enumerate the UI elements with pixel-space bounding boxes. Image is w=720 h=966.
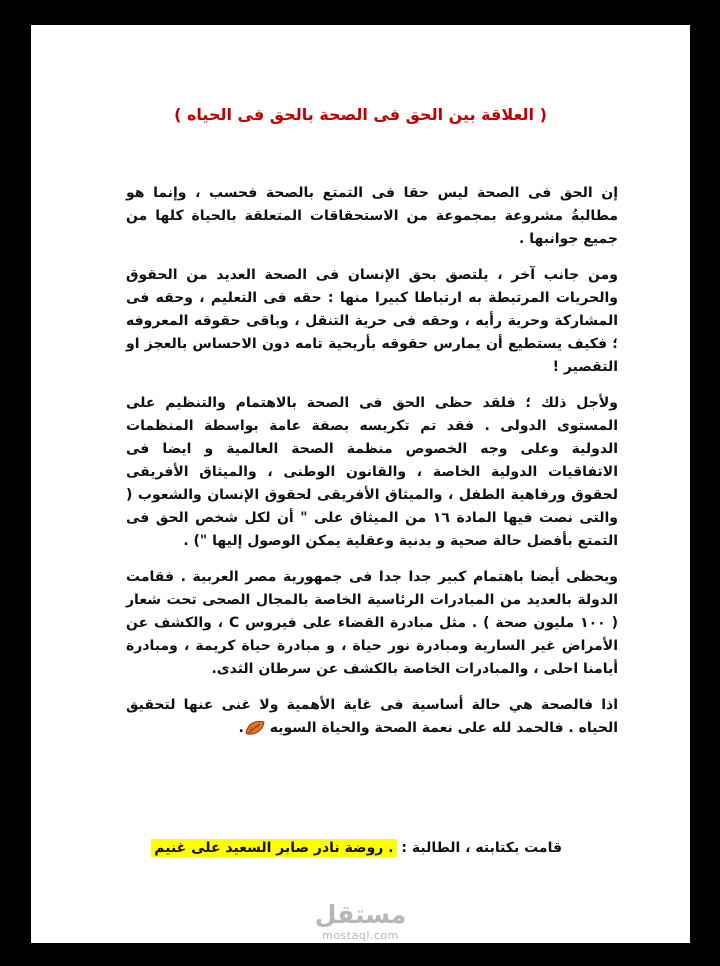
- autumn-leaf-icon: [244, 719, 266, 737]
- paragraph-4: ويحظى أيضا باهتمام كبير جدا جدا فى جمهورية مصر العربية . فقامت الدولة بالعديد من المبادرات الرئاسية الخاصة بالمجال الصحى تحت شعار ( ١٠٠ مليون صحة ) . مثل مبادرة القضاء على فيروس C ، والكشف عن الأمراض غير السارية ومبادرة نور حياة ، و مبادرة حياة كريمة ، ومبادرة أيامنا احلى ، والمبادرات الخاصة بالكشف عن سرطان الثدى.: [126, 569, 618, 677]
- signature-prefix: قامت بكتابته ، الطالبة :: [396, 840, 562, 856]
- watermark-arabic: مستقل: [314, 900, 407, 929]
- paragraph-1: إن الحق فى الصحة ليس حقا فى التمتع بالصحة فحسب ، وإنما هو مطالبةُ مشروعة بمجموعة من الاستحقاقات المتعلقة بالحياة كلها من جميع جوانبها .: [126, 185, 618, 247]
- document-title: ( العلاقة بين الحق فى الصحة بالحق فى الحياه ): [174, 105, 547, 124]
- watermark-latin: mostaql.com: [322, 929, 399, 942]
- paragraph-5: اذا فالصحة هي حالة أساسية فى غاية الأهمية ولا غنى عنها لتحقيق الحياه . فالحمد لله على نعمة الصحة والحياة السويه.: [126, 697, 618, 736]
- signature-line: [151, 840, 562, 856]
- student-name: . روضة نادر صابر السعيد على غنيم: [151, 839, 396, 857]
- paragraph-5-text: اذا فالصحة هي حالة أساسية فى غاية الأهمية ولا غنى عنها لتحقيق الحياه . فالحمد لله على نعمة الصحة والحياة السويه: [126, 697, 618, 736]
- document-page: [31, 25, 690, 943]
- paragraph-3: ولأجل ذلك ؛ فلقد حظى الحق فى الصحة بالاهتمام والتنظيم على المستوى الدولى . فقد تم تكريسه بصفة عامة بواسطة المنظمات الدولية وعلى وجه الخصوص منظمة الصحة العالمية و ايضا فى الاتفاقيات الدولية الخاصة ، والقانون الوطنى ، والميثاق الأفريقى لحقوق ورفاهية الطفل ، والميثاق الأفريقى لحقوق الإنسان والشعوب ( والتى نصت فيها المادة ١٦ من الميثاق على " أن لكل شخص الحق فى التمتع بأفضل حالة صحية و بدنية وعقلية يمكن الوصول إليها ") .: [126, 395, 618, 549]
- paragraph-2: ومن جانب آخر ، يلتصق بحق الإنسان فى الصحة العديد من الحقوق والحريات المرتبطة به ارتباطا كبيرا منها : حقه فى التعليم ، وحقه فى المشاركة وحرية رأيه ، وحقه فى حرية التنقل ، وباقى حقوقه المعروفه ؛ فكيف يستطيع أن يمارس حقوقه بأريحية تامه دون الاحساس بالعجز او التقصير !: [126, 267, 618, 375]
- mostaql-watermark: [31, 901, 690, 942]
- document-body: [126, 182, 618, 753]
